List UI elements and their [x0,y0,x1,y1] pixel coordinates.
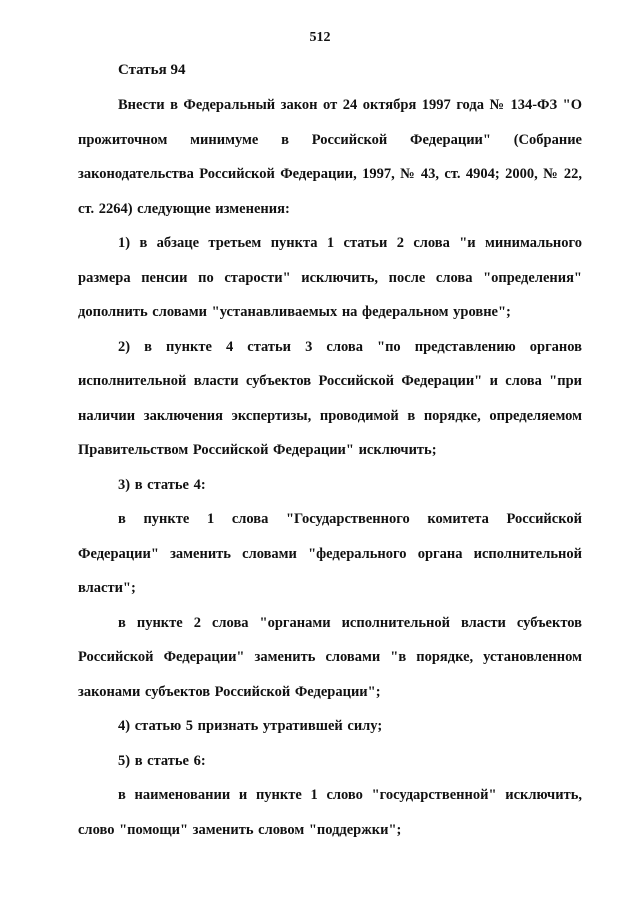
page-number: 512 [309,30,331,45]
paragraph-intro: Внести в Федеральный закон от 24 октября 1997 года № 134-ФЗ "О прожиточном минимуме в Российской Федерации" (Собрание законодательства Российской Федерации, 1997, № 43, ст. 4904; 2000, № 22, ст. 2264) следующие изменения: [78,97,582,217]
paragraph-item-5: 5) в статье 6: [118,752,206,769]
article-title: Статья 94 [118,62,186,78]
paragraph-item-2: 2) в пункте 4 статьи 3 слова "по представлению органов исполнительной власти субъектов Российской Федерации" и слова "при наличии заключения экспертизы, проводимой в порядке, определяемом Правительством Российской Федерации" исключить; [78,338,582,458]
article-body [78,88,582,847]
paragraph-item-3: 3) в статье 4: [118,476,206,493]
paragraph-item-4: 4) статью 5 признать утратившей силу; [118,718,383,734]
paragraph-item-3-point-1: в пункте 1 слова "Государственного комитета Российской Федерации" заменить словами "федерального органа исполнительной власти"; [78,511,582,596]
paragraph-item-1: 1) в абзаце третьем пункта 1 статьи 2 слова "и минимального размера пенсии по старости" исключить, после слова "определения" дополнить словами "устанавливаемых на федеральном уровне"; [78,235,582,320]
paragraph-item-3-point-2: в пункте 2 слова "органами исполнительной власти субъектов Российской Федерации" заменить словами "в порядке, установленном законами субъектов Российской Федерации"; [78,614,582,700]
paragraph-item-5-point-1: в наименовании и пункте 1 слово "государственной" исключить, слово "помощи" заменить словом "поддержки"; [78,787,582,838]
